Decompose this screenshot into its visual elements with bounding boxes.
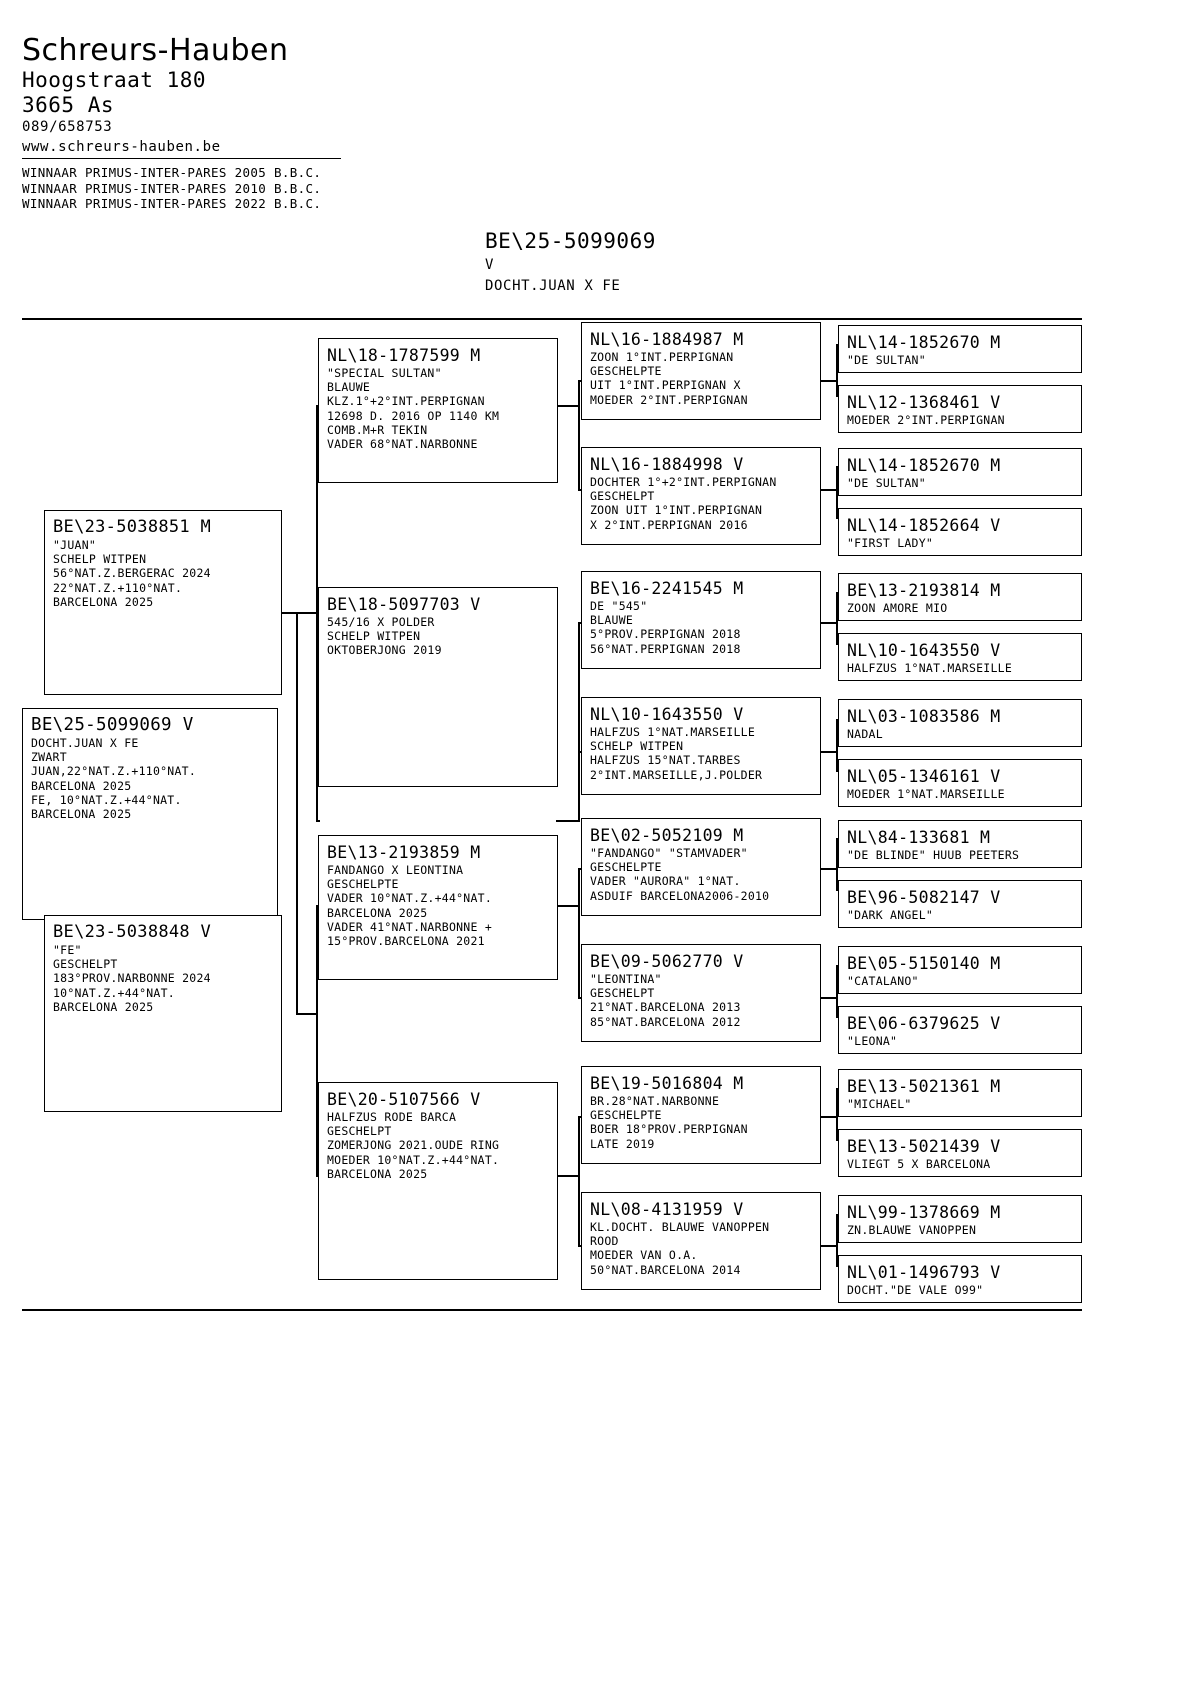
detail-line: MOEDER 2°INT.PERPIGNAN: [847, 413, 1005, 427]
detail-line: VADER 10°NAT.Z.+44°NAT.: [327, 891, 492, 906]
detail-line: "JUAN": [53, 538, 97, 552]
detail-line: DOCHT."DE VALE O99": [847, 1283, 984, 1297]
ring-number: BE\13-2193814 M: [847, 581, 1001, 600]
detail-line: "LEONTINA": [590, 972, 662, 986]
loft-header: [22, 34, 722, 212]
detail-line: DE "545": [590, 599, 648, 613]
ring-number: BE\13-2193859 M: [327, 843, 481, 862]
detail-line: "FANDANGO" "STAMVADER": [590, 846, 748, 860]
detail-line: "LEONA": [847, 1034, 898, 1048]
detail-line: HALFZUS 1°NAT.MARSEILLE: [847, 661, 1012, 675]
pedigree-box-gen3[interactable]: [581, 1066, 821, 1164]
ring-number: NL\14-1852670 M: [847, 333, 1001, 352]
detail-line: BARCELONA 2025: [31, 778, 132, 793]
pedigree-box-gen4[interactable]: [838, 573, 1082, 621]
ring-number: NL\05-1346161 V: [847, 767, 1001, 786]
connector: [818, 1116, 838, 1118]
detail-line: BOER 18°PROV.PERPIGNAN: [590, 1122, 748, 1137]
pedigree-box-gen4[interactable]: [838, 946, 1082, 994]
connector: [578, 1116, 580, 1246]
pedigree-box-gen2[interactable]: [318, 835, 558, 980]
ring-number: BE\20-5107566 V: [327, 1090, 481, 1109]
ring-number: BE\96-5082147 V: [847, 888, 1001, 907]
detail-line: UIT 1°INT.PERPIGNAN X: [590, 378, 741, 393]
pedigree-box-gen3[interactable]: [581, 944, 821, 1042]
pedigree-box-sire[interactable]: [44, 510, 282, 695]
detail-line: BR.28°NAT.NARBONNE: [590, 1094, 720, 1108]
subject-note: DOCHT.JUAN X FE: [485, 278, 621, 294]
detail-line: MOEDER 1°NAT.MARSEILLE: [847, 787, 1005, 801]
pedigree-box-gen3[interactable]: [581, 447, 821, 545]
detail-line: HALFZUS 1°NAT.MARSEILLE: [590, 725, 755, 739]
pedigree-box-gen2[interactable]: [318, 1082, 558, 1280]
pedigree-box-gen4[interactable]: [838, 1255, 1082, 1303]
detail-line: 10°NAT.Z.+44°NAT.: [53, 985, 175, 1000]
detail-line: BARCELONA 2025: [53, 594, 154, 609]
detail-line: "DARK ANGEL": [847, 908, 934, 922]
detail-line: 85°NAT.BARCELONA 2012: [590, 1014, 741, 1029]
pedigree-box-gen4[interactable]: [838, 385, 1082, 433]
connector: [556, 820, 580, 822]
detail-line: "DE SULTAN": [847, 353, 926, 367]
loft-website[interactable]: www.schreurs-hauben.be: [22, 138, 341, 159]
detail-line: ZOON 1°INT.PERPIGNAN: [590, 350, 734, 364]
ring-number: BE\05-5150140 M: [847, 954, 1001, 973]
detail-line: VLIEGT 5 X BARCELONA: [847, 1157, 991, 1171]
award-item: WINNAAR PRIMUS-INTER-PARES 2005 B.B.C.: [22, 165, 322, 180]
detail-line: GESCHELPTE: [590, 364, 662, 379]
detail-line: "SPECIAL SULTAN": [327, 366, 442, 380]
detail-line: 2°INT.MARSEILLE,J.POLDER: [590, 767, 763, 782]
divider-bottom: [22, 1309, 1082, 1311]
detail-line: MOEDER VAN O.A.: [590, 1248, 698, 1263]
pedigree-box-gen2[interactable]: [318, 587, 558, 787]
pedigree-box-gen3[interactable]: [581, 322, 821, 420]
pedigree-box-gen4[interactable]: [838, 325, 1082, 373]
detail-line: GESCHELPTE: [590, 860, 662, 875]
ring-number: NL\12-1368461 V: [847, 393, 1001, 412]
pedigree-box-gen3[interactable]: [581, 697, 821, 795]
detail-line: ZOON UIT 1°INT.PERPIGNAN: [590, 503, 763, 518]
detail-line: HALFZUS RODE BARCA: [327, 1110, 457, 1124]
connector: [818, 997, 838, 999]
ring-number: BE\09-5062770 V: [590, 952, 744, 971]
connector: [818, 622, 838, 624]
detail-line: "DE SULTAN": [847, 476, 926, 490]
connector: [818, 1245, 838, 1247]
pedigree-box-dam[interactable]: [44, 915, 282, 1112]
detail-line: SCHELP WITPEN: [590, 739, 684, 754]
pedigree-box-gen4[interactable]: [838, 448, 1082, 496]
detail-line: VADER 41°NAT.NARBONNE +: [327, 919, 492, 934]
detail-line: FANDANGO X LEONTINA: [327, 863, 464, 877]
pedigree-box-gen4[interactable]: [838, 699, 1082, 747]
pedigree-box-gen4[interactable]: [838, 759, 1082, 807]
detail-line: ASDUIF BARCELONA2006-2010: [590, 888, 770, 903]
connector: [578, 380, 580, 490]
detail-line: BARCELONA 2025: [327, 905, 428, 920]
detail-line: 50°NAT.BARCELONA 2014: [590, 1262, 741, 1277]
award-list: [22, 165, 722, 212]
detail-line: BLAUWE: [327, 380, 371, 395]
detail-line: 21°NAT.BARCELONA 2013: [590, 1000, 741, 1015]
detail-line: SCHELP WITPEN: [53, 552, 147, 567]
detail-line: GESCHELPTE: [327, 877, 399, 892]
pedigree-box-gen4[interactable]: [838, 1069, 1082, 1117]
pedigree-box-gen4[interactable]: [838, 880, 1082, 928]
detail-line: 56°NAT.Z.BERGERAC 2024: [53, 566, 211, 581]
connector: [296, 1013, 316, 1015]
subject-heading: [485, 228, 905, 296]
connector: [296, 612, 298, 1014]
connector: [818, 868, 838, 870]
connector: [578, 868, 580, 998]
ring-number: NL\08-4131959 V: [590, 1200, 744, 1219]
detail-line: BARCELONA 2025: [327, 1166, 428, 1181]
pedigree-box-gen2[interactable]: [318, 338, 558, 483]
connector: [296, 612, 316, 614]
ring-number: BE\23-5038851 M: [53, 517, 212, 537]
ring-number: NL\84-133681 M: [847, 828, 991, 847]
detail-line: VADER "AURORA" 1°NAT.: [590, 874, 741, 889]
detail-line: KL.DOCHT. BLAUWE VANOPPEN: [590, 1220, 770, 1234]
connector: [286, 612, 296, 614]
detail-line: 22°NAT.Z.+110°NAT.: [53, 580, 183, 595]
detail-line: ROOD: [590, 1234, 619, 1249]
ring-number: NL\16-1884987 M: [590, 330, 744, 349]
ring-number: BE\02-5052109 M: [590, 826, 744, 845]
detail-line: X 2°INT.PERPIGNAN 2016: [590, 517, 748, 532]
ring-number: NL\01-1496793 V: [847, 1263, 1001, 1282]
pedigree-box-gen0[interactable]: [22, 708, 278, 920]
ring-number: BE\13-5021361 M: [847, 1077, 1001, 1096]
pedigree-box-gen3[interactable]: [581, 818, 821, 916]
detail-line: GESCHELPT: [53, 957, 118, 972]
connector: [578, 751, 580, 821]
ring-number: NL\10-1643550 V: [590, 705, 744, 724]
detail-line: ZOMERJONG 2021.OUDE RING: [327, 1138, 500, 1153]
detail-line: FE, 10°NAT.Z.+44°NAT.: [31, 792, 182, 807]
connector: [556, 405, 580, 407]
detail-line: ZOON AMORE MIO: [847, 601, 948, 615]
ring-number: NL\18-1787599 M: [327, 346, 481, 365]
detail-line: 15°PROV.BARCELONA 2021: [327, 934, 485, 949]
ring-number: NL\03-1083586 M: [847, 707, 1001, 726]
detail-line: GESCHELPT: [590, 489, 655, 504]
connector: [578, 622, 580, 752]
detail-line: DOCHTER 1°+2°INT.PERPIGNAN: [590, 475, 777, 489]
detail-line: KLZ.1°+2°INT.PERPIGNAN: [327, 394, 485, 409]
detail-line: ZN.BLAUWE VANOPPEN: [847, 1223, 977, 1237]
detail-line: SCHELP WITPEN: [327, 629, 421, 644]
pedigree-box-gen4[interactable]: [838, 820, 1082, 868]
loft-name: Schreurs-Hauben: [22, 33, 289, 68]
pedigree-box-gen4[interactable]: [838, 1006, 1082, 1054]
subject-ring-number: BE\25-5099069: [485, 229, 656, 253]
detail-line: "FE": [53, 943, 82, 957]
detail-line: "DE BLINDE" HUUB PEETERS: [847, 848, 1020, 862]
award-item: WINNAAR PRIMUS-INTER-PARES 2022 B.B.C.: [22, 196, 322, 211]
detail-line: BLAUWE: [590, 613, 634, 628]
detail-line: 183°PROV.NARBONNE 2024: [53, 971, 211, 986]
ring-number: NL\10-1643550 V: [847, 641, 1001, 660]
award-item: WINNAAR PRIMUS-INTER-PARES 2010 B.B.C.: [22, 180, 322, 196]
detail-line: COMB.M+R TEKIN: [327, 422, 428, 437]
loft-city: 3665 As: [22, 93, 115, 117]
ring-number: BE\25-5099069 V: [31, 715, 194, 735]
ring-number: BE\16-2241545 M: [590, 579, 744, 598]
ring-number: NL\14-1852664 V: [847, 516, 1001, 535]
detail-line: MOEDER 10°NAT.Z.+44°NAT.: [327, 1152, 500, 1167]
divider-top: [22, 318, 1082, 320]
detail-line: GESCHELPT: [327, 1124, 392, 1139]
pedigree-box-gen4[interactable]: [838, 1195, 1082, 1243]
detail-line: BARCELONA 2025: [53, 999, 154, 1014]
detail-line: ZWART: [31, 750, 67, 765]
pedigree-box-gen3[interactable]: [581, 1192, 821, 1290]
detail-line: 56°NAT.PERPIGNAN 2018: [590, 641, 741, 656]
pedigree-box-gen4[interactable]: [838, 1129, 1082, 1177]
ring-number: NL\14-1852670 M: [847, 456, 1001, 475]
ring-number: BE\13-5021439 V: [847, 1137, 1001, 1156]
ring-number: NL\16-1884998 V: [590, 455, 744, 474]
ring-number: BE\19-5016804 M: [590, 1074, 744, 1093]
ring-number: NL\99-1378669 M: [847, 1203, 1001, 1222]
ring-number: BE\23-5038848 V: [53, 922, 212, 942]
ring-number: BE\06-6379625 V: [847, 1014, 1001, 1033]
detail-line: LATE 2019: [590, 1136, 655, 1151]
detail-line: JUAN,22°NAT.Z.+110°NAT.: [31, 764, 196, 779]
detail-line: DOCHT.JUAN X FE: [31, 736, 139, 750]
connector: [556, 905, 580, 907]
detail-line: 12698 D. 2016 OP 1140 KM: [327, 408, 500, 423]
detail-line: HALFZUS 15°NAT.TARBES: [590, 753, 741, 768]
connector: [818, 489, 838, 491]
pedigree-box-gen4[interactable]: [838, 633, 1082, 681]
detail-line: 5°PROV.PERPIGNAN 2018: [590, 627, 741, 642]
ring-number: BE\18-5097703 V: [327, 595, 481, 614]
subject-sex: V: [485, 257, 495, 273]
detail-line: VADER 68°NAT.NARBONNE: [327, 437, 478, 452]
connector: [556, 1175, 580, 1177]
loft-street: Hoogstraat 180: [22, 68, 207, 92]
detail-line: "FIRST LADY": [847, 536, 934, 550]
detail-line: GESCHELPTE: [590, 1108, 662, 1123]
detail-line: "CATALANO": [847, 974, 919, 988]
detail-line: MOEDER 2°INT.PERPIGNAN: [590, 392, 748, 407]
connector: [818, 751, 838, 753]
detail-line: "MICHAEL": [847, 1097, 912, 1111]
detail-line: NADAL: [847, 727, 883, 741]
loft-phone: 089/658753: [22, 119, 113, 135]
detail-line: 545/16 X POLDER: [327, 615, 435, 629]
detail-line: OKTOBERJONG 2019: [327, 643, 442, 658]
pedigree-box-gen4[interactable]: [838, 508, 1082, 556]
detail-line: GESCHELPT: [590, 986, 655, 1001]
detail-line: BARCELONA 2025: [31, 807, 132, 822]
pedigree-box-gen3[interactable]: [581, 571, 821, 669]
connector: [818, 380, 838, 382]
connector: [316, 820, 320, 822]
